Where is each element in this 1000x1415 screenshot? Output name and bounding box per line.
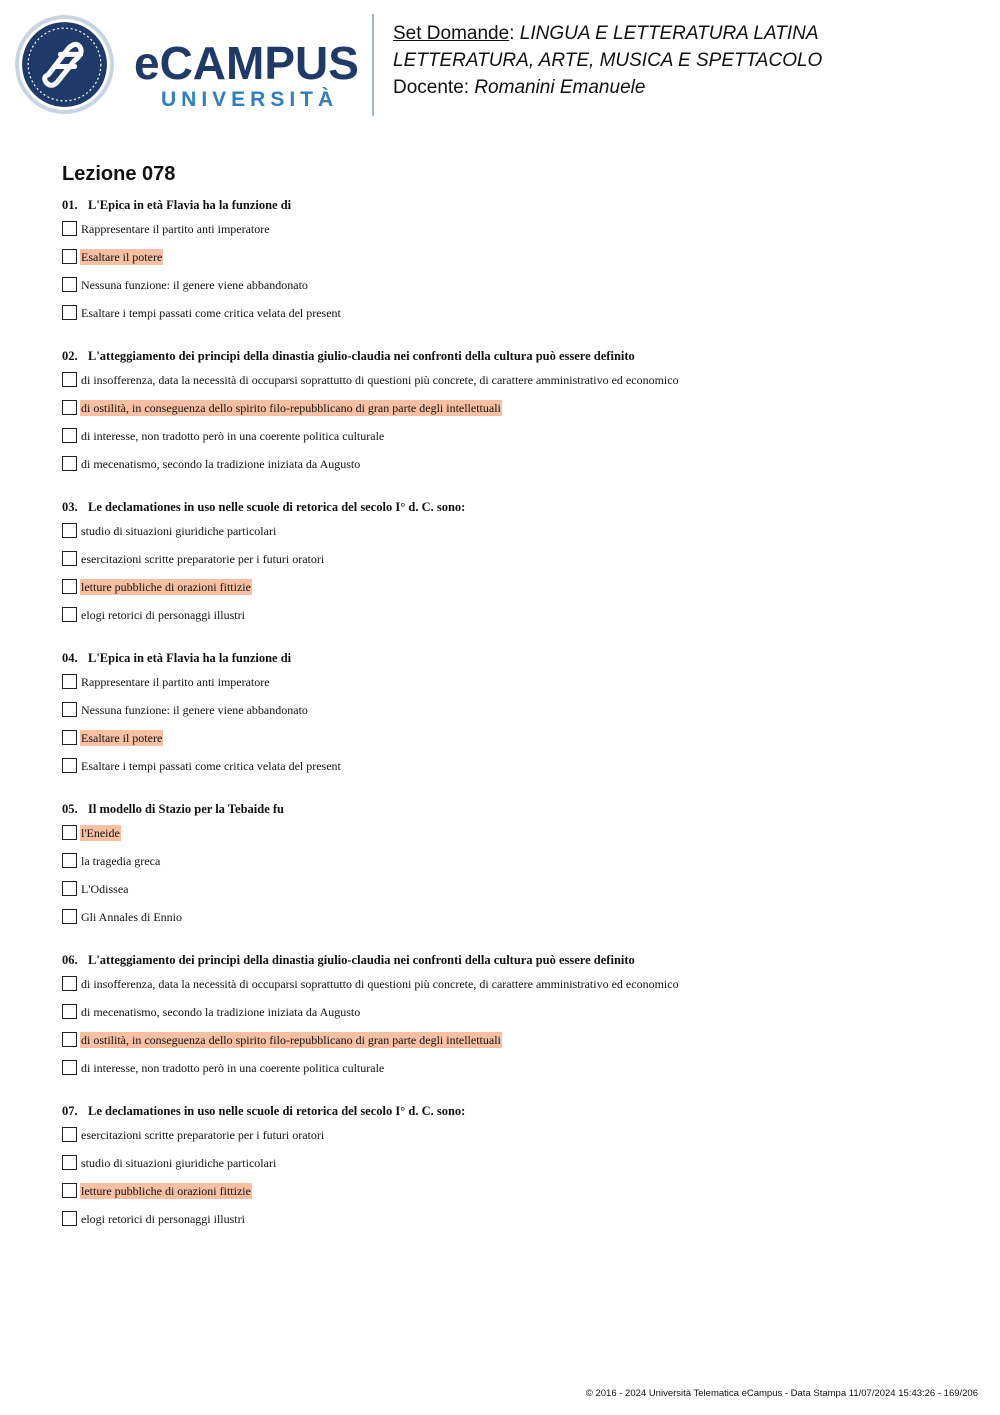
answer-checkbox[interactable]	[62, 428, 77, 443]
answer-list	[62, 523, 962, 635]
answer-checkbox[interactable]	[62, 909, 77, 924]
question-number: 07.	[62, 1104, 78, 1118]
answer-checkbox[interactable]	[62, 221, 77, 236]
lesson-title: Lezione 078	[62, 163, 176, 185]
answer-option[interactable]	[62, 825, 962, 853]
answer-list	[62, 976, 962, 1088]
answer-text: Nessuna funzione: il genere viene abbandonato	[81, 278, 308, 292]
answer-text: elogi retorici di personaggi illustri	[81, 1212, 245, 1226]
question-number: 06.	[62, 953, 78, 967]
answer-option[interactable]	[62, 372, 962, 400]
university-seal-icon	[14, 14, 115, 115]
answer-text: di insofferenza, data la necessità di occuparsi soprattutto di questioni più concrete, di carattere amministrativo ed economico	[81, 977, 679, 991]
question-title	[62, 650, 962, 666]
answer-list	[62, 372, 962, 484]
answer-option[interactable]	[62, 607, 962, 635]
answer-text-correct: di ostilità, in conseguenza dello spirito filo-repubblicano di gran parte degli intellettuali	[81, 401, 501, 415]
header-line-3	[393, 74, 822, 101]
question-title	[62, 1103, 962, 1119]
answer-checkbox[interactable]	[62, 1127, 77, 1142]
question-text: Le declamationes in uso nelle scuole di retorica del secolo I° d. C. sono:	[88, 1104, 466, 1118]
answer-text: L'Odissea	[81, 882, 129, 896]
answer-text: di mecenatismo, secondo la tradizione iniziata da Augusto	[81, 1005, 361, 1019]
answer-option[interactable]	[62, 305, 962, 333]
answer-option[interactable]	[62, 277, 962, 305]
answer-text: Rappresentare il partito anti imperatore	[81, 222, 270, 236]
answer-checkbox[interactable]	[62, 579, 77, 594]
answer-checkbox[interactable]	[62, 400, 77, 415]
answer-checkbox[interactable]	[62, 249, 77, 264]
question-number: 03.	[62, 500, 78, 514]
answer-text-correct: Esaltare il potere	[81, 731, 163, 745]
answer-checkbox[interactable]	[62, 881, 77, 896]
answer-checkbox[interactable]	[62, 372, 77, 387]
answer-checkbox[interactable]	[62, 277, 77, 292]
answer-checkbox[interactable]	[62, 456, 77, 471]
question-number: 01.	[62, 198, 78, 212]
ecampus-subtitle: UNIVERSITÀ	[161, 88, 339, 111]
question-number: 04.	[62, 651, 78, 665]
question-text: L'Epica in età Flavia ha la funzione di	[88, 651, 292, 665]
header-line-2	[393, 47, 822, 74]
answer-text: Rappresentare il partito anti imperatore	[81, 675, 270, 689]
answer-checkbox[interactable]	[62, 1004, 77, 1019]
teacher-label: Docente:	[393, 77, 470, 98]
answer-option[interactable]	[62, 909, 962, 937]
ecampus-wordmark: eCAMPUS	[134, 37, 359, 89]
answer-option[interactable]	[62, 1004, 962, 1032]
course-line-1: LINGUA E LETTERATURA LATINA	[519, 23, 819, 44]
set-label: Set Domande	[393, 23, 510, 44]
answer-checkbox[interactable]	[62, 730, 77, 745]
answer-text-correct: di ostilità, in conseguenza dello spirito filo-repubblicano di gran parte degli intellettuali	[81, 1033, 501, 1047]
ecampus-logo	[14, 14, 359, 114]
answer-list	[62, 825, 962, 937]
answer-text: la tragedia greca	[81, 854, 161, 868]
teacher-name: Romanini Emanuele	[474, 77, 646, 98]
answer-checkbox[interactable]	[62, 523, 77, 538]
answer-option[interactable]	[62, 249, 962, 277]
answer-option[interactable]	[62, 221, 962, 249]
page-header	[0, 0, 1000, 130]
answer-checkbox[interactable]	[62, 1032, 77, 1047]
answer-option[interactable]	[62, 400, 962, 428]
question-title	[62, 197, 962, 213]
question-block	[62, 952, 962, 1088]
answer-option[interactable]	[62, 1211, 962, 1239]
answer-list	[62, 674, 962, 786]
answer-text-correct: letture pubbliche di orazioni fittizie	[81, 1184, 251, 1198]
answer-option[interactable]	[62, 1060, 962, 1088]
answer-checkbox[interactable]	[62, 305, 77, 320]
answer-option[interactable]	[62, 1127, 962, 1155]
answer-text: esercitazioni scritte preparatorie per i futuri oratori	[81, 1128, 325, 1142]
answer-checkbox[interactable]	[62, 976, 77, 991]
answer-option[interactable]	[62, 551, 962, 579]
answer-option[interactable]	[62, 523, 962, 551]
answer-option[interactable]	[62, 881, 962, 909]
answer-text: studio di situazioni giuridiche particolari	[81, 524, 277, 538]
question-block	[62, 1103, 962, 1239]
answer-checkbox[interactable]	[62, 825, 77, 840]
answer-checkbox[interactable]	[62, 702, 77, 717]
answer-text: esercitazioni scritte preparatorie per i futuri oratori	[81, 552, 325, 566]
answer-option[interactable]	[62, 730, 962, 758]
answer-option[interactable]	[62, 1155, 962, 1183]
answer-text-correct: Esaltare il potere	[81, 250, 163, 264]
answer-checkbox[interactable]	[62, 853, 77, 868]
answer-list	[62, 1127, 962, 1239]
question-block	[62, 650, 962, 786]
answer-text: studio di situazioni giuridiche particolari	[81, 1156, 277, 1170]
question-text: L'atteggiamento dei principi della dinastia giulio-claudia nei confronti della cultura può essere definito	[88, 953, 635, 967]
answer-option[interactable]	[62, 579, 962, 607]
answer-text-correct: letture pubbliche di orazioni fittizie	[81, 580, 251, 594]
answer-checkbox[interactable]	[62, 1211, 77, 1226]
answer-checkbox[interactable]	[62, 1060, 77, 1075]
question-text: L'Epica in età Flavia ha la funzione di	[88, 198, 292, 212]
header-divider	[372, 14, 374, 116]
question-title	[62, 801, 962, 817]
answer-text: di mecenatismo, secondo la tradizione iniziata da Augusto	[81, 457, 361, 471]
question-title	[62, 348, 962, 364]
answer-text: di interesse, non tradotto però in una coerente politica culturale	[81, 1061, 385, 1075]
answer-text-correct: l'Eneide	[81, 826, 120, 840]
answer-text: di insofferenza, data la necessità di occuparsi soprattutto di questioni più concrete, di carattere amministrativo ed economico	[81, 373, 679, 387]
answer-text: Nessuna funzione: il genere viene abbandonato	[81, 703, 308, 717]
answer-checkbox[interactable]	[62, 674, 77, 689]
answer-option[interactable]	[62, 976, 962, 1004]
answer-option[interactable]	[62, 758, 962, 786]
question-number: 02.	[62, 349, 78, 363]
answer-option[interactable]	[62, 456, 962, 484]
question-number: 05.	[62, 802, 78, 816]
header-info	[393, 20, 822, 101]
header-line-1: Set Domande: LINGUA E LETTERATURA LATINA	[393, 23, 819, 44]
question-block	[62, 801, 962, 937]
answer-checkbox[interactable]	[62, 607, 77, 622]
answer-checkbox[interactable]	[62, 758, 77, 773]
answer-option[interactable]	[62, 674, 962, 702]
answer-option[interactable]	[62, 1183, 962, 1211]
question-text: L'atteggiamento dei principi della dinastia giulio-claudia nei confronti della cultura può essere definito	[88, 349, 635, 363]
answer-text: Gli Annales di Ennio	[81, 910, 182, 924]
answer-option[interactable]	[62, 702, 962, 730]
answer-list	[62, 221, 962, 333]
answer-checkbox[interactable]	[62, 1155, 77, 1170]
answer-option[interactable]	[62, 428, 962, 456]
question-title	[62, 952, 962, 968]
course-line-2: LETTERATURA, ARTE, MUSICA E SPETTACOLO	[393, 50, 823, 71]
page-footer: © 2016 - 2024 Università Telematica eCampus - Data Stampa 11/07/2024 15:43:26 - 169/206	[585, 1388, 978, 1399]
answer-text: Esaltare i tempi passati come critica velata del present	[81, 759, 341, 773]
answer-text: elogi retorici di personaggi illustri	[81, 608, 245, 622]
question-block	[62, 197, 962, 333]
question-block	[62, 499, 962, 635]
question-text: Le declamationes in uso nelle scuole di retorica del secolo I° d. C. sono:	[88, 500, 466, 514]
question-text: Il modello di Stazio per la Tebaide fu	[88, 802, 284, 816]
answer-text: di interesse, non tradotto però in una coerente politica culturale	[81, 429, 385, 443]
answer-option[interactable]	[62, 853, 962, 881]
answer-option[interactable]	[62, 1032, 962, 1060]
answer-checkbox[interactable]	[62, 1183, 77, 1198]
question-block	[62, 348, 962, 484]
answer-checkbox[interactable]	[62, 551, 77, 566]
answer-text: Esaltare i tempi passati come critica velata del present	[81, 306, 341, 320]
question-title	[62, 499, 962, 515]
